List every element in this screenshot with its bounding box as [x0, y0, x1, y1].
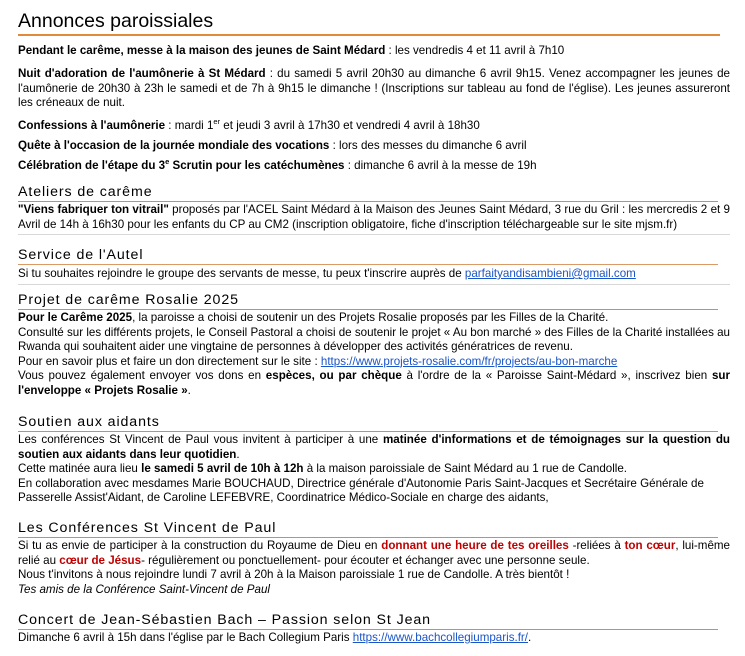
quete-text: : lors des messes du dimanche 6 avril [329, 139, 527, 152]
page-title: Annonces paroissiales [18, 8, 720, 36]
confessions-sup: er [213, 117, 221, 127]
rosalie-site [18, 355, 730, 370]
aidants-collab: En collaboration avec mesdames Marie BOUCHAUD, Directrice générale d'Autonomie Paris Saint-Jacques et Secrétaire Générale de Passerelle Assist'Aidant, de Caroline LEFEBVRE, Coordinatrice Médico-Sociale en charge des aidants, [18, 476, 704, 505]
bulletin-header [18, 8, 720, 36]
conferences-invite: Nous t'invitons à nous rejoindre lundi 7 avril à 20h à la Maison paroissiale 1 rue de Candolle. A très bientôt ! [18, 568, 570, 582]
confessions-label: Confessions à l'aumônerie [18, 119, 166, 132]
section-rosalie [18, 292, 730, 399]
rosalie-intro [18, 311, 730, 326]
conferences-heading: Les Conférences St Vincent de Paul [18, 520, 718, 538]
conf-t1: Si tu as envie de participer à la construction du Royaume de Dieu en [18, 539, 382, 552]
rosalie-heading: Projet de carême Rosalie 2025 [18, 292, 718, 310]
rosalie-dons-t2: à l'ordre de la « Paroisse Saint-Médard », inscrivez bien [401, 369, 712, 383]
adoration-label: Nuit d'adoration de l'aumônerie à St Médard [18, 67, 266, 80]
ateliers-body: proposés par l'ACEL Saint Médard à la Maison des Jeunes Saint Médard, 3 rue du Gril : les mercredis 2 et 9 Avril de 14h à 16h30 pour les enfants du CP au CM2 (inscription obligatoire, fiche d'inscription téléchargeable sur le site mjsm.fr) [18, 203, 730, 231]
conf-t3: , lui-même relié au [18, 539, 730, 567]
rosalie-site-text: Pour en savoir plus et faire un don directement sur le site : [18, 354, 321, 368]
rosalie-site-link[interactable]: https://www.projets-rosalie.com/fr/projects/au-bon-marche [320, 354, 618, 368]
rosalie-dons-b2: sur l'enveloppe « Projets Rosalie » [18, 369, 730, 397]
confessions-text-2: et jeudi 3 avril à 17h30 et vendredi 4 avril à 18h30 [220, 119, 480, 132]
section-autel [18, 247, 730, 285]
conf-r3: cœur de Jésus [59, 553, 142, 567]
rosalie-projet: Consulté sur les différents projets, le Conseil Pastoral a choisi de soutenir le projet « Au bon marché » des Filles de la Charité installées au Rwanda qui souhaitent aider une vingtaine de personnes à développer des activités génératrices de revenu. [18, 325, 730, 354]
concert-heading: Concert de Jean-Sébastien Bach – Passion selon St Jean [18, 612, 718, 630]
aidants-intro-end: . [236, 447, 240, 461]
careme-label: Pendant le carême, messe à la maison des jeunes de Saint Médard [18, 44, 386, 57]
conf-t2: -reliées à [568, 539, 625, 552]
conf-r2: ton cœur [624, 539, 676, 552]
conf-t4: - régulièrement ou ponctuellement- pour écouter et échanger avec une personne seule. [141, 553, 590, 567]
aidants-date-t1: Cette matinée aura lieu [18, 462, 142, 476]
ateliers-title: "Viens fabriquer ton vitrail" [18, 203, 169, 216]
rosalie-dons-t1: Vous pouvez également envoyer vos dons en [18, 369, 266, 383]
conferences-signature: Tes amis de la Conférence Saint-Vincent de Paul [18, 582, 270, 596]
autel-body: Si tu souhaites rejoindre le groupe des servants de messe, tu peux t'inscrire auprès de [18, 267, 465, 280]
section-aidants [18, 414, 730, 506]
ateliers-text [18, 203, 730, 235]
announcement-adoration [18, 67, 730, 111]
rosalie-dons-b1: espèces, ou par chèque [265, 369, 402, 383]
celebration-sup: e [165, 157, 170, 167]
rosalie-intro-label: Pour le Carême 2025 [18, 311, 133, 324]
celebration-text: : dimanche 6 avril à la messe de 19h [344, 159, 537, 172]
aidants-heading: Soutien aux aidants [18, 414, 718, 432]
adoration-text: : du samedi 5 avril 20h30 au dimanche 6 avril 9h15. Venez accompagner les jeunes de l'aumônerie de 20h30 à 23h le samedi et de 7h à 9h15 le dimanche ! (Inscriptions sur tableau au fond de l'église). Les jeunes assureront les créneaux de nuit. [18, 67, 731, 110]
concert-end: . [528, 631, 532, 644]
section-ateliers [18, 184, 730, 235]
aidants-intro [18, 433, 730, 462]
conf-r1: donnant une heure de tes oreilles [381, 539, 569, 552]
section-concert [18, 612, 730, 646]
announcement-celebration [18, 159, 730, 174]
quete-label: Quête à l'occasion de la journée mondiale des vocations [18, 139, 330, 152]
announcement-careme [18, 44, 730, 59]
announcement-confessions [18, 119, 730, 134]
rosalie-dons [18, 369, 730, 398]
autel-email-link[interactable]: parfaityandisambieni@gmail.com [464, 267, 636, 280]
concert-text [18, 631, 730, 646]
aidants-intro-text: Les conférences St Vincent de Paul vous invitent à participer à une [18, 433, 383, 446]
confessions-text-1: : mardi 1 [165, 119, 214, 132]
rosalie-dons-t3: . [187, 383, 191, 397]
aidants-date-t2: à la maison paroissiale de Saint Médard au 1 rue de Candolle. [303, 462, 628, 476]
careme-text: : les vendredis 4 et 11 avril à 7h10 [385, 44, 565, 57]
autel-text [18, 267, 730, 285]
aidants-intro-bold: matinée d'informations et de témoignages sur la question du soutien aux aidants dans leur quotidien [18, 433, 730, 461]
celebration-label-1: Célébration de l'étape du 3 [18, 159, 166, 172]
aidants-date-bold: le samedi 5 avril de 10h à 12h [141, 462, 304, 476]
autel-heading: Service de l'Autel [18, 247, 718, 265]
conferences-intro [18, 539, 730, 568]
concert-body: Dimanche 6 avril à 15h dans l'église par le Bach Collegium Paris [18, 631, 353, 644]
celebration-label-2: Scrutin pour les catéchumènes [169, 159, 345, 172]
ateliers-heading: Ateliers de carême [18, 184, 718, 202]
announcement-quete [18, 139, 730, 154]
section-conferences [18, 520, 730, 597]
aidants-date [18, 462, 730, 477]
rosalie-intro-text: , la paroisse a choisi de soutenir un des Projets Rosalie proposés par les Filles de la Charité. [132, 311, 609, 324]
concert-link[interactable]: https://www.bachcollegiumparis.fr/ [352, 631, 529, 644]
